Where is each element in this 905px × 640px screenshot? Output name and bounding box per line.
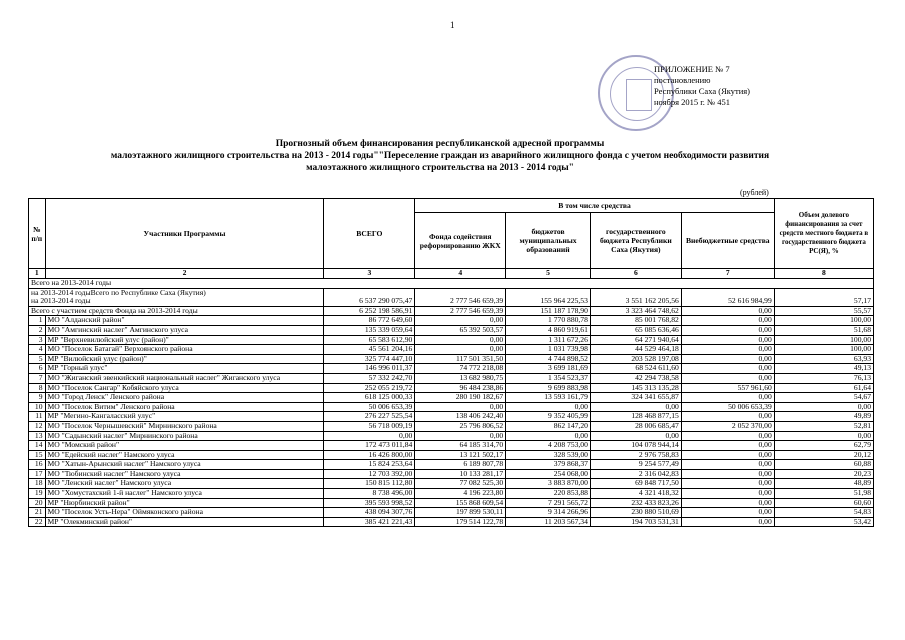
cell-extra: 0,00 bbox=[681, 460, 774, 470]
cell-share: 100,00 bbox=[774, 345, 873, 355]
table-row bbox=[29, 431, 874, 441]
cell-total: 12 703 392,00 bbox=[324, 469, 415, 479]
participant-name: МР "Вилюйский улус (район)" bbox=[45, 354, 324, 364]
cell-extra: 0,00 bbox=[681, 364, 774, 374]
cell-extra: 0,00 bbox=[681, 354, 774, 364]
cell-share: 100,00 bbox=[774, 335, 873, 345]
row-number: 8 bbox=[29, 383, 46, 393]
table-row bbox=[29, 316, 874, 326]
cell-extra: 0,00 bbox=[681, 393, 774, 403]
header-municipal: бюджетов муниципальных образований bbox=[506, 213, 591, 269]
cell-state: 85 001 768,82 bbox=[590, 316, 681, 326]
appendix-line-4: ноября 2015 г. № 451 bbox=[654, 97, 731, 107]
row-number: 10 bbox=[29, 402, 46, 412]
table-row bbox=[29, 460, 874, 470]
cell-state: 2 316 042,83 bbox=[590, 469, 681, 479]
cell-municipal: 4 744 898,52 bbox=[506, 354, 591, 364]
cell-state: 42 294 738,58 bbox=[590, 373, 681, 383]
cell-municipal: 220 853,88 bbox=[506, 489, 591, 499]
appendix-header bbox=[654, 64, 750, 108]
participant-name: МО "Амгинский наслег" Амгинского улуса bbox=[45, 325, 324, 335]
cell-fund: 25 796 806,52 bbox=[415, 421, 506, 431]
cell-extra: 2 052 370,00 bbox=[681, 421, 774, 431]
cell-fund: 13 121 502,17 bbox=[415, 450, 506, 460]
participant-name: МО "Поселок Чернышевский" Мирнинского района bbox=[45, 421, 324, 431]
table-row bbox=[29, 498, 874, 508]
row-number: 13 bbox=[29, 431, 46, 441]
cell-share: 55,57 bbox=[774, 306, 873, 316]
col-number: 7 bbox=[681, 269, 774, 279]
cell-share: 60,88 bbox=[774, 460, 873, 470]
cell-state: 44 529 464,18 bbox=[590, 345, 681, 355]
cell-fund: 10 133 281,17 bbox=[415, 469, 506, 479]
participant-name: МО "Момский район" bbox=[45, 441, 324, 451]
col-number: 6 bbox=[590, 269, 681, 279]
row-number: 18 bbox=[29, 479, 46, 489]
participant-name: МО "Поселок Батагай" Верхоянского района bbox=[45, 345, 324, 355]
header-fund: Фонда содействия реформированию ЖКХ bbox=[415, 213, 506, 269]
table-row bbox=[29, 373, 874, 383]
cell-municipal: 9 699 883,98 bbox=[506, 383, 591, 393]
cell-total: 150 815 112,80 bbox=[324, 479, 415, 489]
cell-municipal: 1 770 880,78 bbox=[506, 316, 591, 326]
cell-municipal: 328 539,00 bbox=[506, 450, 591, 460]
table-row bbox=[29, 450, 874, 460]
cell-municipal: 3 699 181,69 bbox=[506, 364, 591, 374]
column-numbers-row bbox=[29, 269, 874, 279]
cell-fund: 179 514 122,78 bbox=[415, 517, 506, 527]
table-row bbox=[29, 469, 874, 479]
table-row bbox=[29, 508, 874, 518]
cell-share: 0,00 bbox=[774, 431, 873, 441]
appendix-line-3: Республики Саха (Якутия) bbox=[654, 86, 751, 96]
cell-share: 0,00 bbox=[774, 402, 873, 412]
col-number: 1 bbox=[29, 269, 46, 279]
header-share: Объем долевого финансирования за счет средств местного бюджета в государственного бюджета РС(Я), % bbox=[774, 199, 873, 269]
header-including: В том числе средства bbox=[415, 199, 774, 213]
cell-share: 54,83 bbox=[774, 508, 873, 518]
cell-share: 49,89 bbox=[774, 412, 873, 422]
cell-extra: 557 961,60 bbox=[681, 383, 774, 393]
cell-extra: 0,00 bbox=[681, 469, 774, 479]
cell-state: 203 528 197,08 bbox=[590, 354, 681, 364]
cell-extra: 50 006 653,39 bbox=[681, 402, 774, 412]
header-state: государственного бюджета Республики Саха (Якутия) bbox=[590, 213, 681, 269]
participant-name: МО "Поселок Сангар" Кобяйского улуса bbox=[45, 383, 324, 393]
cell-total: 86 772 649,60 bbox=[324, 316, 415, 326]
cell-share: 57,17 bbox=[774, 288, 873, 306]
cell-extra: 52 616 984,99 bbox=[681, 288, 774, 306]
cell-fund: 117 501 351,50 bbox=[415, 354, 506, 364]
col-number: 2 bbox=[45, 269, 324, 279]
cell-state: 230 880 510,69 bbox=[590, 508, 681, 518]
cell-fund: 2 777 546 659,39 bbox=[415, 288, 506, 306]
cell-municipal: 254 068,00 bbox=[506, 469, 591, 479]
cell-share: 20,23 bbox=[774, 469, 873, 479]
cell-municipal: 0,00 bbox=[506, 431, 591, 441]
cell-municipal: 1 031 739,98 bbox=[506, 345, 591, 355]
row-number: 5 bbox=[29, 354, 46, 364]
participant-name: МО "Поселок Усть-Нера" Оймяконского района bbox=[45, 508, 324, 518]
cell-state: 0,00 bbox=[590, 402, 681, 412]
cell-extra: 0,00 bbox=[681, 489, 774, 499]
cell-share: 100,00 bbox=[774, 316, 873, 326]
cell-state: 145 313 135,28 bbox=[590, 383, 681, 393]
row-number: 9 bbox=[29, 393, 46, 403]
cell-share: 60,60 bbox=[774, 498, 873, 508]
participant-name: МР "Мегино-Кангаласский улус" bbox=[45, 412, 324, 422]
cell-fund: 2 777 546 659,39 bbox=[415, 306, 506, 316]
cell-total: 6 252 198 586,91 bbox=[324, 306, 415, 316]
cell-municipal: 151 187 178,90 bbox=[506, 306, 591, 316]
cell-extra: 0,00 bbox=[681, 325, 774, 335]
cell-extra: 0,00 bbox=[681, 335, 774, 345]
cell-share: 63,93 bbox=[774, 354, 873, 364]
cell-fund: 138 406 242,40 bbox=[415, 412, 506, 422]
table-row bbox=[29, 489, 874, 499]
header-num: № п/п bbox=[29, 199, 46, 269]
cell-state: 3 323 464 748,62 bbox=[590, 306, 681, 316]
cell-share: 61,64 bbox=[774, 383, 873, 393]
cell-fund: 4 196 223,80 bbox=[415, 489, 506, 499]
table-row bbox=[29, 441, 874, 451]
row-number: 11 bbox=[29, 412, 46, 422]
row-number: 12 bbox=[29, 421, 46, 431]
cell-state: 28 006 685,47 bbox=[590, 421, 681, 431]
row-number: 19 bbox=[29, 489, 46, 499]
cell-fund: 77 082 525,30 bbox=[415, 479, 506, 489]
cell-extra: 0,00 bbox=[681, 345, 774, 355]
cell-extra: 0,00 bbox=[681, 498, 774, 508]
cell-share: 20,12 bbox=[774, 450, 873, 460]
summary-row-total bbox=[29, 279, 874, 289]
cell-state: 64 271 940,64 bbox=[590, 335, 681, 345]
cell-state: 194 703 531,31 bbox=[590, 517, 681, 527]
cell-municipal: 9 352 405,99 bbox=[506, 412, 591, 422]
cell-fund: 65 392 503,57 bbox=[415, 325, 506, 335]
cell-municipal: 0,00 bbox=[506, 402, 591, 412]
cell-total: 57 332 242,70 bbox=[324, 373, 415, 383]
table-row bbox=[29, 325, 874, 335]
cell-extra: 0,00 bbox=[681, 316, 774, 326]
participant-name: МО "Тюбинский наслег" Намского улуса bbox=[45, 469, 324, 479]
appendix-line-1: ПРИЛОЖЕНИЕ № 7 bbox=[654, 64, 730, 74]
participant-name: МО "Алданский район" bbox=[45, 316, 324, 326]
cell-municipal: 4 860 919,61 bbox=[506, 325, 591, 335]
title-line-3: малоэтажного жилищного строительства на 2013 - 2014 годы" bbox=[306, 163, 574, 173]
participant-name: МО "Город Ленск" Ленского района bbox=[45, 393, 324, 403]
summary-row-fund bbox=[29, 306, 874, 316]
participant-name: МО "Ленский наслег" Намского улуса bbox=[45, 479, 324, 489]
cell-municipal: 9 314 266,96 bbox=[506, 508, 591, 518]
cell-extra: 0,00 bbox=[681, 431, 774, 441]
cell-fund: 0,00 bbox=[415, 316, 506, 326]
cell-share: 54,67 bbox=[774, 393, 873, 403]
cell-total: 6 537 290 075,47 bbox=[324, 288, 415, 306]
cell-total: 276 227 525,54 bbox=[324, 412, 415, 422]
col-number: 5 bbox=[506, 269, 591, 279]
summary-label: Всего на 2013-2014 годы bbox=[29, 279, 874, 289]
table-row bbox=[29, 479, 874, 489]
cell-municipal: 4 208 753,00 bbox=[506, 441, 591, 451]
cell-state: 324 341 655,87 bbox=[590, 393, 681, 403]
cell-state: 128 468 877,15 bbox=[590, 412, 681, 422]
cell-fund: 0,00 bbox=[415, 335, 506, 345]
cell-fund: 74 772 218,08 bbox=[415, 364, 506, 374]
cell-state: 3 551 162 205,56 bbox=[590, 288, 681, 306]
row-number: 22 bbox=[29, 517, 46, 527]
cell-fund: 64 185 314,70 bbox=[415, 441, 506, 451]
cell-state: 4 321 418,32 bbox=[590, 489, 681, 499]
header-participants: Участники Программы bbox=[45, 199, 324, 269]
cell-total: 395 593 998,52 bbox=[324, 498, 415, 508]
col-number: 3 bbox=[324, 269, 415, 279]
participant-name: МО "Едейский наслег" Намского улуса bbox=[45, 450, 324, 460]
summary-row-republic bbox=[29, 288, 874, 306]
title-line-1: Прогнозный объем финансирования республиканской адресной программы bbox=[275, 139, 605, 149]
cell-total: 325 774 447,10 bbox=[324, 354, 415, 364]
row-number: 16 bbox=[29, 460, 46, 470]
row-number: 3 bbox=[29, 335, 46, 345]
cell-extra: 0,00 bbox=[681, 450, 774, 460]
row-number: 14 bbox=[29, 441, 46, 451]
cell-municipal: 1 311 672,26 bbox=[506, 335, 591, 345]
cell-total: 0,00 bbox=[324, 431, 415, 441]
participant-name: МО "Жиганский эвенкийский национальный наслег" Жиганского улуса bbox=[45, 373, 324, 383]
cell-municipal: 379 868,37 bbox=[506, 460, 591, 470]
summary-label bbox=[29, 288, 324, 306]
table-row bbox=[29, 383, 874, 393]
cell-fund: 280 190 182,67 bbox=[415, 393, 506, 403]
row-number: 20 bbox=[29, 498, 46, 508]
row-number: 7 bbox=[29, 373, 46, 383]
table-row bbox=[29, 364, 874, 374]
cell-municipal: 13 593 161,79 bbox=[506, 393, 591, 403]
cell-municipal: 1 354 523,37 bbox=[506, 373, 591, 383]
participant-name: МР "Олекминский район" bbox=[45, 517, 324, 527]
participant-name: МР "Верхневилюйский улус (район)" bbox=[45, 335, 324, 345]
cell-extra: 0,00 bbox=[681, 479, 774, 489]
cell-extra: 0,00 bbox=[681, 441, 774, 451]
participant-name: МР "Горный улус" bbox=[45, 364, 324, 374]
table-row bbox=[29, 517, 874, 527]
cell-total: 172 473 011,84 bbox=[324, 441, 415, 451]
row-number: 21 bbox=[29, 508, 46, 518]
col-number: 4 bbox=[415, 269, 506, 279]
cell-extra: 0,00 bbox=[681, 306, 774, 316]
cell-municipal: 11 203 567,34 bbox=[506, 517, 591, 527]
table-row bbox=[29, 354, 874, 364]
participant-name: МО "Хомустахский 1-й наслег" Намского улуса bbox=[45, 489, 324, 499]
cell-total: 65 583 612,90 bbox=[324, 335, 415, 345]
participant-name: МР "Нюрбинский район" bbox=[45, 498, 324, 508]
document-title bbox=[40, 138, 840, 174]
summary-label: Всего с участием средств Фонда на 2013-2014 годы bbox=[29, 306, 324, 316]
cell-share: 52,81 bbox=[774, 421, 873, 431]
cell-share: 51,68 bbox=[774, 325, 873, 335]
summary-label-line: на 2013-2014 годыВсего по Республике Саха (Якутия) bbox=[31, 288, 206, 297]
cell-fund: 0,00 bbox=[415, 402, 506, 412]
cell-total: 135 339 059,64 bbox=[324, 325, 415, 335]
row-number: 4 bbox=[29, 345, 46, 355]
participant-name: МО "Поселок Витим" Ленского района bbox=[45, 402, 324, 412]
col-number: 8 bbox=[774, 269, 873, 279]
row-number: 17 bbox=[29, 469, 46, 479]
units-label: (рублей) bbox=[740, 188, 769, 197]
cell-state: 2 976 758,83 bbox=[590, 450, 681, 460]
cell-state: 68 524 611,60 bbox=[590, 364, 681, 374]
row-number: 6 bbox=[29, 364, 46, 374]
cell-state: 65 085 636,46 bbox=[590, 325, 681, 335]
cell-total: 8 738 496,00 bbox=[324, 489, 415, 499]
row-number: 1 bbox=[29, 316, 46, 326]
participant-name: МО "Садынский наслег" Мирнинского района bbox=[45, 431, 324, 441]
cell-fund: 155 868 609,54 bbox=[415, 498, 506, 508]
table-row bbox=[29, 412, 874, 422]
header-total: ВСЕГО bbox=[324, 199, 415, 269]
cell-share: 48,89 bbox=[774, 479, 873, 489]
cell-total: 16 426 800,00 bbox=[324, 450, 415, 460]
row-number: 15 bbox=[29, 450, 46, 460]
table-row bbox=[29, 345, 874, 355]
cell-share: 53,42 bbox=[774, 517, 873, 527]
cell-fund: 6 189 807,78 bbox=[415, 460, 506, 470]
appendix-line-2: постановлению bbox=[654, 75, 711, 85]
cell-share: 51,98 bbox=[774, 489, 873, 499]
cell-total: 15 824 253,64 bbox=[324, 460, 415, 470]
cell-total: 146 996 011,37 bbox=[324, 364, 415, 374]
table-row bbox=[29, 393, 874, 403]
cell-total: 618 125 000,33 bbox=[324, 393, 415, 403]
cell-state: 9 254 577,49 bbox=[590, 460, 681, 470]
cell-state: 232 433 823,26 bbox=[590, 498, 681, 508]
cell-total: 56 718 009,19 bbox=[324, 421, 415, 431]
cell-municipal: 862 147,20 bbox=[506, 421, 591, 431]
cell-state: 0,00 bbox=[590, 431, 681, 441]
cell-extra: 0,00 bbox=[681, 412, 774, 422]
cell-fund: 0,00 bbox=[415, 431, 506, 441]
cell-municipal: 3 883 870,00 bbox=[506, 479, 591, 489]
cell-total: 50 006 653,39 bbox=[324, 402, 415, 412]
participant-name: МО "Хатын-Арынский наслег" Намского улуса bbox=[45, 460, 324, 470]
cell-state: 104 078 944,14 bbox=[590, 441, 681, 451]
cell-total: 45 561 204,16 bbox=[324, 345, 415, 355]
cell-fund: 197 899 530,11 bbox=[415, 508, 506, 518]
cell-extra: 0,00 bbox=[681, 373, 774, 383]
table-row bbox=[29, 421, 874, 431]
row-number: 2 bbox=[29, 325, 46, 335]
cell-municipal: 7 291 565,72 bbox=[506, 498, 591, 508]
cell-fund: 13 682 980,75 bbox=[415, 373, 506, 383]
cell-total: 438 094 307,76 bbox=[324, 508, 415, 518]
header-extra: Внебюджетные средства bbox=[681, 213, 774, 269]
cell-share: 76,13 bbox=[774, 373, 873, 383]
cell-municipal: 155 964 225,53 bbox=[506, 288, 591, 306]
table-row bbox=[29, 402, 874, 412]
cell-fund: 96 484 238,86 bbox=[415, 383, 506, 393]
cell-share: 49,13 bbox=[774, 364, 873, 374]
title-line-2: малоэтажного жилищного строительства на 2013 - 2014 годы""Переселение граждан из аварийного жилищного фонда с учетом необходимости развития bbox=[110, 151, 770, 161]
page-number: 1 bbox=[450, 20, 455, 30]
cell-extra: 0,00 bbox=[681, 517, 774, 527]
summary-label-line: на 2013-2014 годы bbox=[31, 296, 91, 306]
cell-fund: 0,00 bbox=[415, 345, 506, 355]
table-row bbox=[29, 335, 874, 345]
financing-table bbox=[28, 198, 874, 527]
cell-share: 62,79 bbox=[774, 441, 873, 451]
cell-extra: 0,00 bbox=[681, 508, 774, 518]
cell-total: 385 421 221,43 bbox=[324, 517, 415, 527]
cell-state: 69 848 717,50 bbox=[590, 479, 681, 489]
cell-total: 252 055 219,72 bbox=[324, 383, 415, 393]
